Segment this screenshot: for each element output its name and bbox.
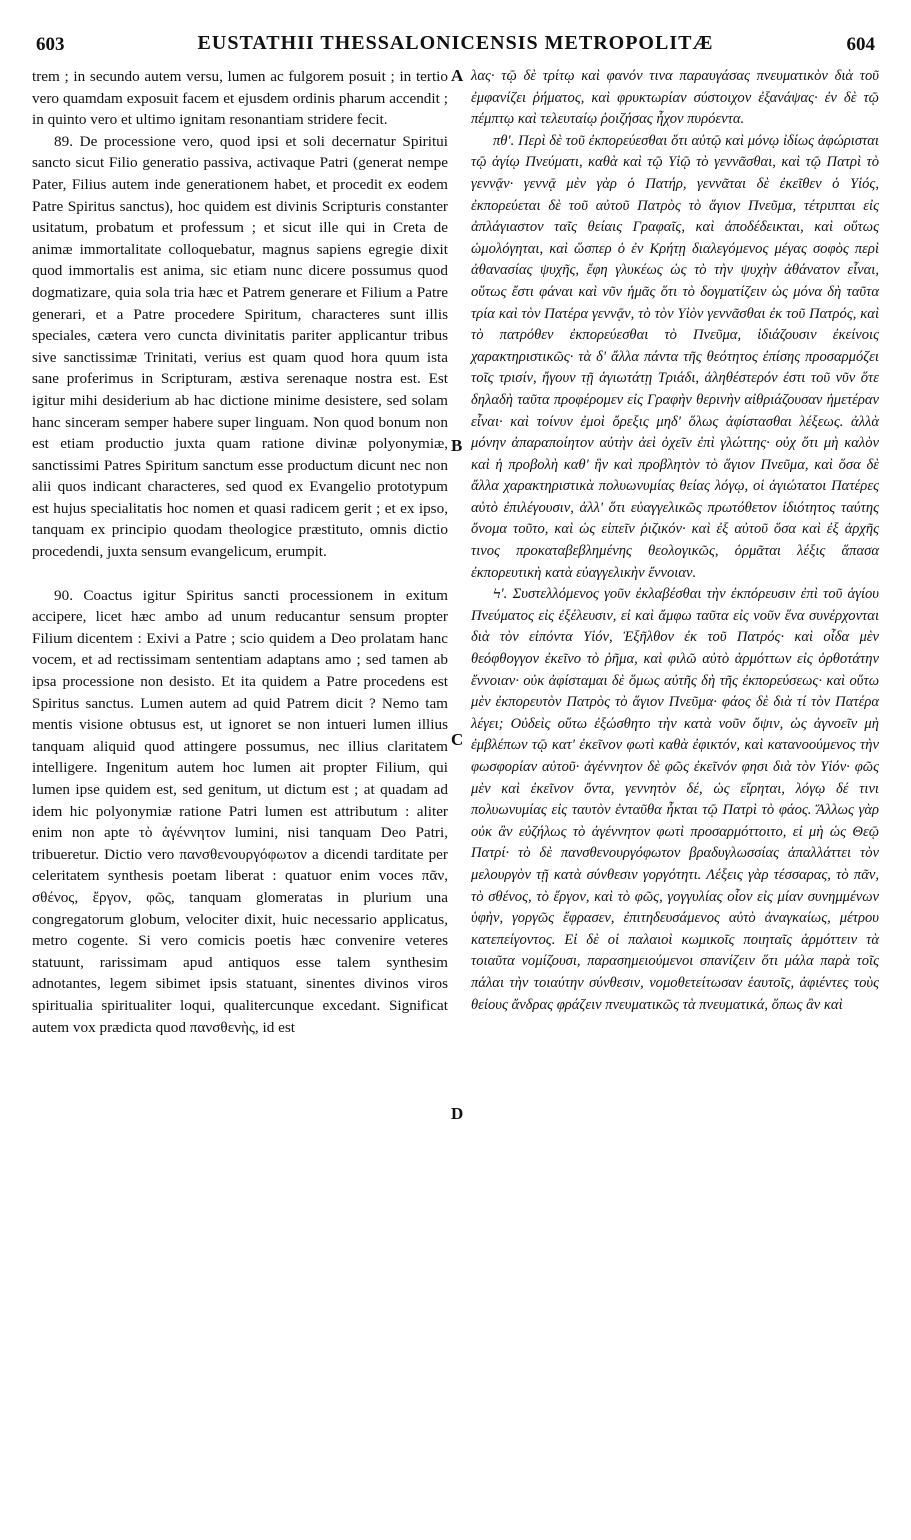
latin-paragraph: 90. Coactus igitur Spiritus sancti processionem in exitum accipere, licet hæc ambo ad unum reducantur sensum propter Filium dicentem : Exivi a Patre ; scio quidem a Deo prolatam hanc vocem, et ad rectissimam sententiam adaptans amo ; sed tamen ab ipsa processione non desisto. Et ita quidem a Patre procedens est Spiritus sanctus. Lumen autem ad quid Patrem dicit ? Nemo tam mentis visione obtusus est, ut ignoret se non intueri lumen illius tanquam aliquid quod attingere possumus, nec illius claritatem intelligere. Ingenitum autem hoc lumen ait propter Filium, qui lumen ipse quidem est, sed genitum, ut dictum est ; at quadam ad idem hic polyonymiæ ratione Patri lumen est attributum : aliter enim non apte τὸ ἀγέννητον lumini, nisi tanquam Deo Patri, tribueretur. Dictio vero πανσθενουργόφωτον a dicendi tarditate per celeritatem synthesis poetam liberat : quatuor enim voces πᾶν, σθένος, ἔργον, φῶς, tanquam glomeratas in plurium una congregatorum globum, velociter dixit, huic necessario applicatus, metro cogente. Si vero comicis poetis hæc convenire veteres statuunt, rarissimam apud antiquos esse talem synthesim adnotantes, legem sibimet ipsis statuant, sinentes divinos viros spiritualia spiritualiter loqui, qualitercunque excedant. Significat autem vox prædicta quod πανσθενὴς, id est — [32, 586, 448, 1036]
latin-paragraph: 89. De processione vero, quod ipsi et soli decernatur Spiritui sancto sicut Filio generatio passiva, activaque Patri (generat nempe Pater, Filius autem inde generationem habet, et procedit ex eodem Patre Spiritus sanctus), hoc quidem est divinis Scripturis constanter usitatum, probatum et professum ; et sicut ille qui in Creta de animæ immortalitate colloquebatur, magnus sapiens egregie dixit quod immortalis est anima, sic etiam nunc dicere possumus quod dogmatizare, quia sola tria hæc et Patrem generare et Filium a Patre generari, et a Patre procedere Spiritum, characteres sunt illis speciales, cætera vero cuncta divinitatis pariter applicantur tribus sive sanctissimæ Trinitati, verius est quam quod hora quum ista sane proferimus in Scripturam, æstiva serenaque nostra est. Est igitur mihi desiderium ab hac dictione minime desistere, sed solam hanc sinceram semper habere super linguam. Non quod bonum non est etiam productio juxta quam ratione divinæ polyonymiæ, sanctissimi Patres Spiritum sanctum esse productum dicunt nec non alii quos indicant characteres, sed quod ex Evangelio prototypum est hujus specialitatis hoc nomen et quasi radicem gerit ; et ex ipso, tanquam ex principio quodam theologice præstituto, omnis dictio procedendi, juxta sensum evangelicum, erumpit. — [32, 132, 448, 561]
margin-marker-d: D — [451, 1104, 464, 1123]
margin-marker-c: C — [451, 730, 464, 749]
latin-paragraph: trem ; in secundo autem versu, lumen ac fulgorem posuit ; in tertio vero quamdam exposuit facem et ejusdem ordinis pharum accendit ; in quinto vero et ultimo ignitam resonantiam stridere fecit. — [32, 68, 448, 129]
running-title: EUSTATHII THESSALONICENSIS METROPOLITÆ — [197, 32, 714, 54]
latin-column — [32, 66, 448, 1038]
greek-paragraph: Ϟʹ. Συστελλόμενος γοῦν ἐκλαβέσθαι τὴν ἐκπόρευσιν ἐπὶ τοῦ ἁγίου Πνεύματος εἰς ἐξέλευσιν, εἰ καὶ ἄμφω ταῦτα εἰς νοῦν ἕνα συνέρχονται διὰ τὸν εἰπόντα Υἱόν, Ἐξῆλθον ἐκ τοῦ Πατρός· καὶ οἶδα μὲν θεόφθογγον ἐκεῖνο τὸ ῥῆμα, καὶ φιλῶ αὐτὸ ἁρμόττων εἰς ὀρθοτάτην ἔννοιαν· οὐκ ἀφίσταμαι δὲ ὅμως αὐτῆς δὴ τῆς ἐκπορεύσεως· καὶ οὕτω μὲν ἐκπορευτὸν Πατρὸς τὸ ἅγιον Πνεῦμα· φάος δὲ διὰ τί τὸν Πατέρα λέγει; Οὐδεὶς οὕτω ἐξώσθητο τὴν κατὰ νοῦν ὄψιν, ὡς ἀγνοεῖν μὴ ἐμβλέπων τῷ κατ' ἐκεῖνον φωτὶ καθὰ ἐφικτόν, καὶ κατανοούμενος τὴν φωσφορίαν αὐτοῦ· ἀγέννητον δὲ φῶς ἐκεῖνόν φησι διὰ τὸν Υἱόν· φῶς μὲν καὶ ἐκεῖνον ὄντα, γεννητὸν δέ, ὡς εἴρηται, λόγῳ δέ τινι πολυωνυμίας εἰς ταυτὸν ἐνταῦθα ἧκται τῷ Πατρὶ τὸ φάος. Ἄλλως γὰρ οὐκ ἂν εὐζήλως τὸ ἀγέννητον φωτὶ προσαρμόττοιτο, εἰ μὴ ὡς Θεῷ Πατρί· τὸ δὲ πανσθενουργόφωτον βραδυγλωσσίας ἀπαλλάττει τὸν μελουργὸν τῇ κατὰ σύνθεσιν γοργότητι. Λέξεις γὰρ τέσσαρας, τὸ πᾶν, τὸ σθένος, τὸ ἔργον, καὶ τὸ φῶς, γογγυλίας οἷον εἰς μίαν συνημμένων ὑφὴν, γοργῶς ἔφρασεν, ἐπιτηδευσάμενος αὐτὸ ἀναγκαίως, μέτρου κατεπείγοντος. Εἰ δὲ οἱ παλαιοὶ κωμικοῖς ποιηταῖς ἁρμόττειν τὰ τοιαῦτα νομίζουσι, παρασημειούμενοι σπανίζειν ὅτι μάλα παρὰ τοῖς πάλαι τὴν τοιαύτην σύνθεσιν, νομοθετείτωσαν ἑαυτοῖς, ἀφιέντες τοὺς θείους ἄνδρας φράζειν πνευματικῶς τὰ πνευματικά, ὅπως ἂν καὶ — [471, 586, 879, 1013]
greek-paragraph: πθʹ. Περὶ δὲ τοῦ ἐκπορεύεσθαι ὅτι αὐτῷ καὶ μόνῳ ἰδίως ἀφώρισται τῷ ἁγίῳ Πνεύματι, καθὰ καὶ τῷ Υἱῷ τὸ γεννᾶσθαι, καὶ τῷ Πατρὶ τὸ γεννᾷν· γεννᾷ μὲν γὰρ ὁ Πατήρ, γεννᾶται δὲ ἐκεῖθεν ὁ Υἱός, ἐκπορεύεται δὲ τοῦ αὐτοῦ Πατρὸς τὸ ἅγιον Πνεῦμα, τέτριπται εἰς ἀπλάγιαστον ταῖς θείαις Γραφαῖς, καὶ ἀποδέδεικται, καὶ οὕτως ὡμολόγηται, καὶ ὥσπερ ὁ ἐν Κρήτῃ διαλεγόμενος μέγας σοφὸς περὶ ἀθανασίας ψυχῆς, ἔφη γλυκέως ὡς τὸ τὴν ψυχὴν ἀθάνατον εἶναι, οὕτως ἔστι φάναι καὶ νῦν ἡμᾶς ὅτι τὸ δογματίζειν ὡς μόνα δὴ ταῦτα τρία καὶ τὸν Πατέρα γεννᾷν, τὸ τὸν Υἱὸν γεννᾶσθαι ἐκ τοῦ Πατρός, καὶ τὸ πατρόθεν ἐκπορεύεσθαι τὸ Πνεῦμα, ἰδιάζουσιν ἐκείνοις χαρακτηριστικῶς· τὰ δ' ἄλλα πάντα τῆς θεότητος ἐπίσης προσαρμόζει τοῖς τρισίν, ἤγουν τῇ ἁγιωτάτῃ Τριάδι, ἀληθέστερόν ἐστι τοῦ νῦν ὅτε δηλαδὴ ταῦτα προφέρομεν εἰς Γραφὴν θερινὴν αἰθριάζουσαν ἡμετέραν εἶναι· καὶ τοίνυν ἐμοὶ ὄρεξις μηδ' ὅλως ἀφίστασθαι λέξεως. ἀλλὰ μόνην ἀπαραποίητον αὐτὴν ἀεὶ ὀχεῖν ἐπὶ γλώττης· οὐχ ὅτι μὴ καλὸν καὶ ἡ προβολὴ καθ' ἣν καὶ προβλητὸν τὸ ἅγιον Πνεῦμα, καὶ ὅσα δὲ ἄλλα χαρακτηριστικὰ πολυωνυμίας θείας λόγῳ, οἱ ἁγιώτατοι Πατέρες αὐτὸ ἐπιλέγουσιν, ἀλλ' ὅτι εὐαγγελικῶς πρωτόθετον ἰδιότητος ταύτης ὄνομα τοῦτο, καὶ ὡς εἰπεῖν ῥιζικόν· καὶ ἐξ αὐτοῦ ὅσα καὶ ἐξ ἀρχῆς τινος προκαταβεβλημένης θεολογικῶς, ὁρμᾶται λέξις ἅπασα ἐκπορευτικὴ κατὰ εὐαγγελικὴν ἔννοιαν. — [471, 132, 879, 581]
running-header — [30, 8, 881, 56]
greek-column — [471, 66, 879, 1016]
page-number-right: 604 — [846, 34, 875, 55]
margin-marker-a: A — [451, 66, 464, 85]
greek-paragraph: λας· τῷ δὲ τρίτῳ καὶ φανόν τινα παραυγάσας πνευματικὸν διὰ τοῦ ἐμφανίζει ῥήματος, καὶ φρυκτωρίαν σύστοιχον ἐξανάψας· ἐν δὲ τῷ πέμπτῳ καὶ τελευταίῳ ῥοιζήσας ἦχον πυρόεντα. — [471, 68, 879, 128]
page-number-left: 603 — [36, 34, 65, 55]
margin-marker-b: B — [451, 436, 463, 455]
